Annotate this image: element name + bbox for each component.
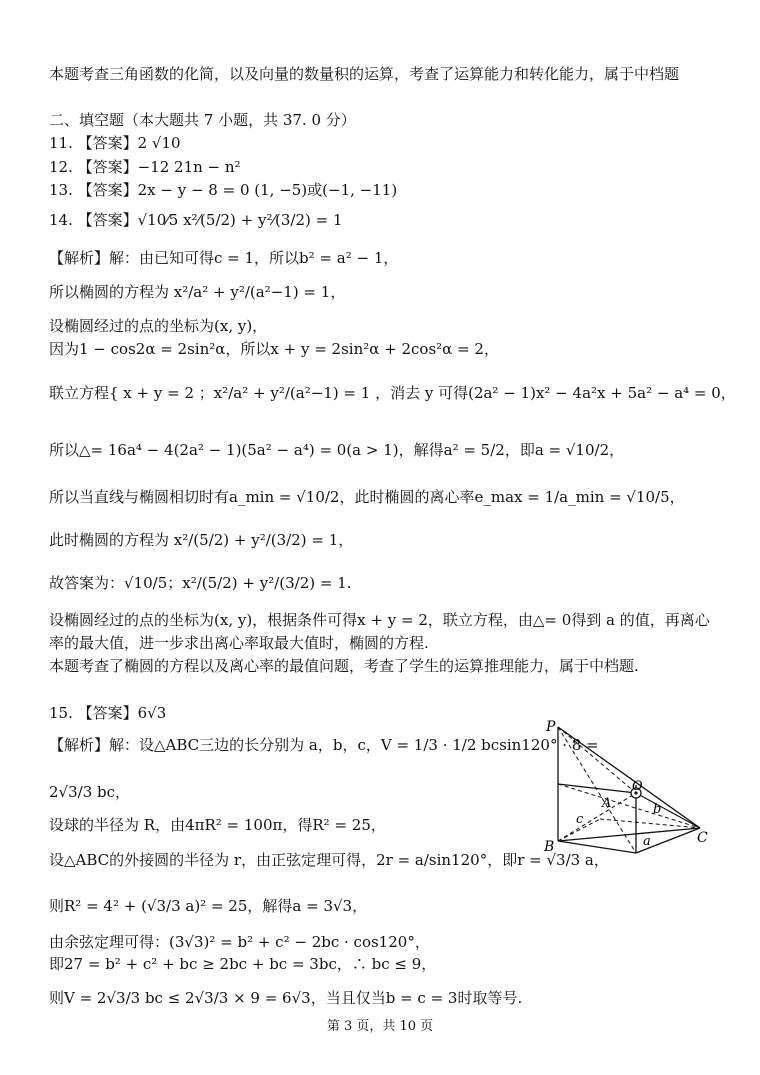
pyramid-figure — [540, 715, 720, 855]
q15-solution-line-2: 2√3/3 bc， — [49, 783, 131, 801]
q15-solution-line-4: 设△ABC的外接圆的半径为 r，由正弦定理可得，2r = a/sin120°，即r = √3/3 a， — [49, 851, 609, 869]
q15-solution-line-3: 设球的半径为 R，由4πR² = 100π，得R² = 25， — [49, 816, 386, 834]
answer-14: 14. 【答案】√10⁄5 x²⁄(5/2) + y²⁄(3/2) = 1 — [49, 211, 343, 229]
q15-solution-line-5: 则R² = 4² + (√3/3 a)² = 25，解得a = 3√3， — [49, 897, 368, 915]
label-A: A — [602, 796, 612, 811]
q15-solution-line-7: 即27 = b² + c² + bc ≥ 2bc + bc = 3bc，∴ bc ≤ 9， — [49, 955, 437, 973]
label-c: c — [576, 812, 584, 827]
answer-12: 12. 【答案】−12 21n − n² — [49, 158, 241, 176]
label-P: P — [546, 719, 556, 735]
answer-15: 15. 【答案】6√3 — [49, 704, 167, 722]
q14-solution-line-8: 此时椭圆的方程为 x²/(5/2) + y²/(3/2) = 1， — [49, 531, 354, 549]
q14-solution-line-5: 联立方程{ x + y = 2 ；x²/a² + y²/(a²−1) = 1 ，消去 y 可得(2a² − 1)x² − 4a²x + 5a² − a⁴ = 0， — [49, 384, 736, 402]
q14-solution-line-10: 设椭圆经过的点的坐标为(x, y)，根据条件可得x + y = 2，联立方程，由△= 0得到 a 的值，再离心 — [49, 611, 710, 629]
q15-solution-line-6: 由余弦定理可得：(3√3)² = b² + c² − 2bc · cos120°， — [49, 933, 430, 951]
intro-paragraph: 本题考查三角函数的化简，以及向量的数量积的运算，考查了运算能力和转化能力，属于中档题 — [49, 65, 680, 83]
section-heading: 二、填空题（本大题共 7 小题，共 37. 0 分） — [49, 111, 356, 129]
page-footer: 第 3 页，共 10 页 — [326, 1019, 434, 1034]
q15-solution-line-8: 则V = 2√3/3 bc ≤ 2√3/3 × 9 = 6√3，当且仅当b = c = 3时取等号. — [49, 989, 523, 1007]
q15-solution-line-1: 【解析】解：设△ABC三边的长分别为 a，b，c，V = 1/3 · 1/2 bcsin120° · 8 = — [49, 736, 599, 754]
label-O: O — [632, 779, 643, 794]
label-a: a — [643, 834, 651, 849]
q14-solution-line-1: 【解析】解：由已知可得c = 1，所以b² = a² − 1， — [49, 249, 399, 267]
q14-solution-line-3: 设椭圆经过的点的坐标为(x, y)， — [49, 317, 268, 335]
q14-solution-line-7: 所以当直线与椭圆相切时有a_min = √10/2，此时椭圆的离心率e_max = 1/a_min = √10/5， — [49, 488, 685, 506]
q14-solution-line-6: 所以△= 16a⁴ − 4(2a² − 1)(5a² − a⁴) = 0(a > 1)，解得a² = 5/2，即a = √10/2， — [49, 441, 625, 459]
q14-solution-line-12: 本题考查了椭圆的方程以及离心率的最值问题，考查了学生的运算推理能力，属于中档题. — [49, 657, 639, 675]
q14-solution-line-2: 所以椭圆的方程为 x²/a² + y²/(a²−1) = 1， — [49, 283, 346, 301]
answer-11: 11. 【答案】2 √10 — [49, 134, 181, 152]
label-b: b — [653, 802, 662, 817]
q14-solution-line-4: 因为1 − cos2α = 2sin²α，所以x + y = 2sin²α + 2cos²α = 2， — [49, 340, 499, 358]
q14-solution-line-11: 率的最大值，进一步求出离心率取最大值时，椭圆的方程. — [49, 634, 429, 652]
answer-13: 13. 【答案】2x − y − 8 = 0 (1, −5)或(−1, −11) — [49, 181, 398, 199]
label-C: C — [697, 830, 708, 846]
label-B: B — [544, 839, 555, 855]
q14-solution-line-9: 故答案为：√10/5；x²/(5/2) + y²/(3/2) = 1. — [49, 574, 352, 592]
